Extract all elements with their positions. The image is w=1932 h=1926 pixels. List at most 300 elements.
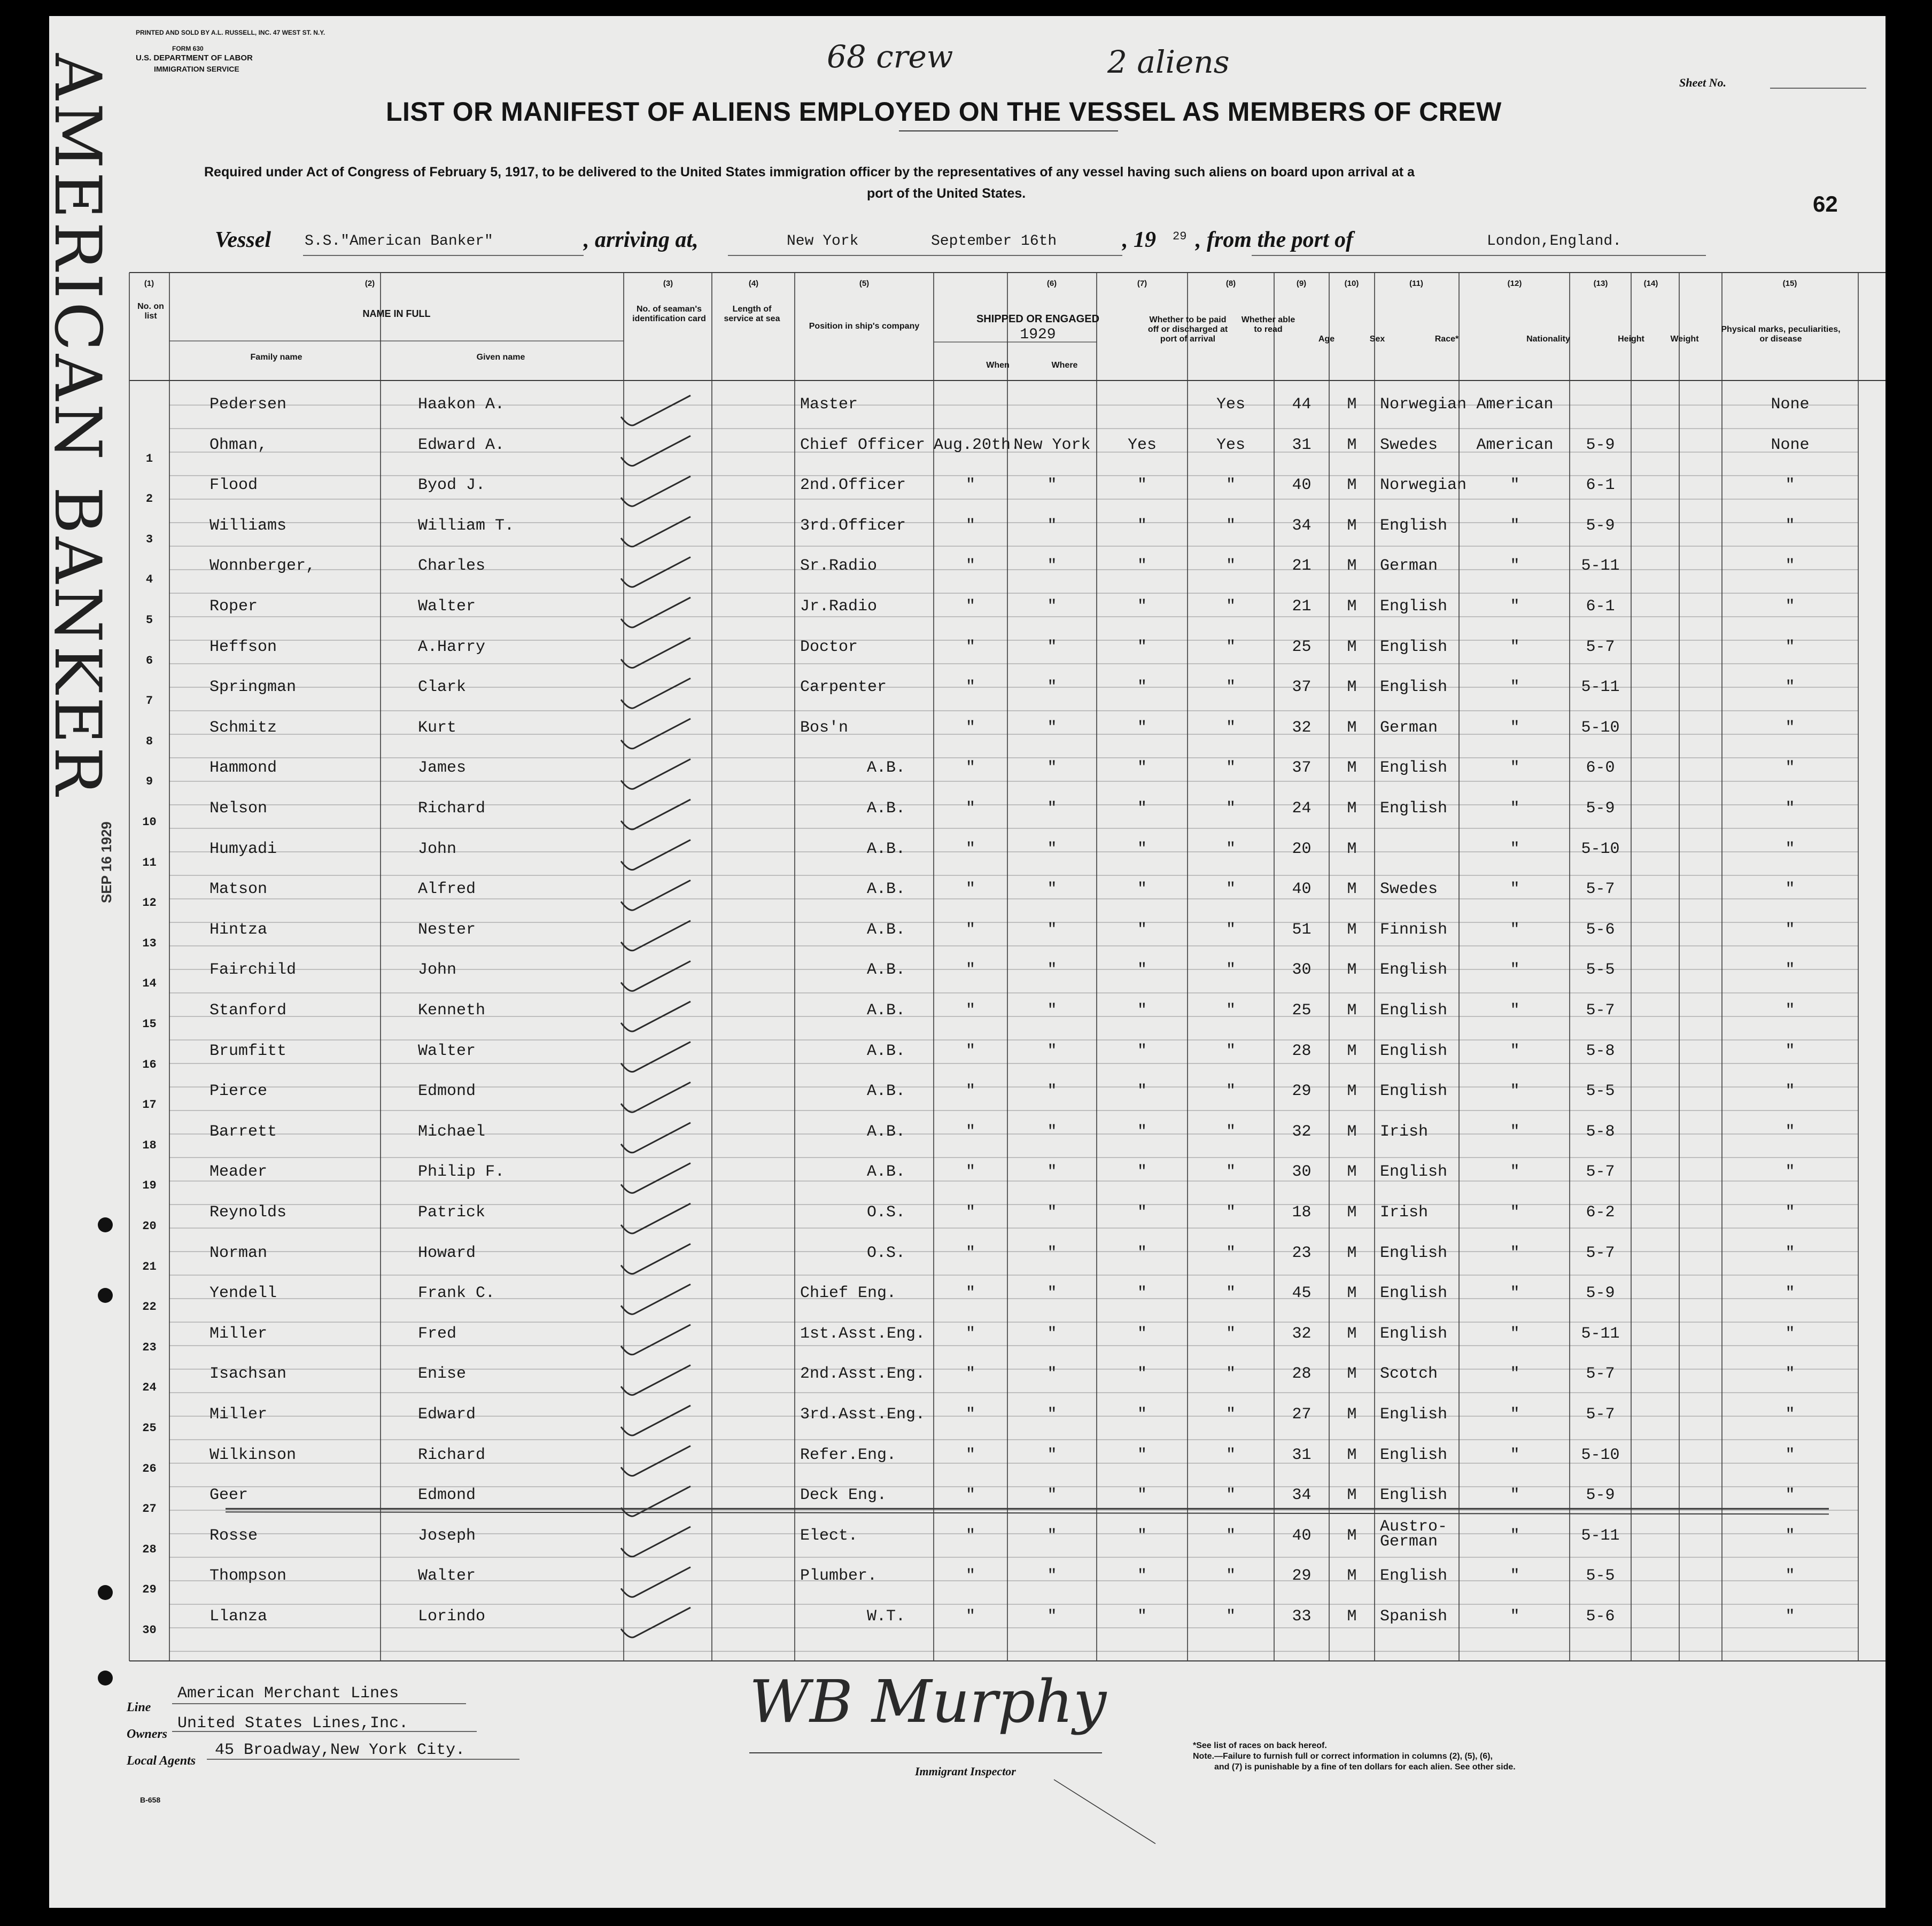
table-row bbox=[49, 390, 1886, 431]
shipped-where-cell: " bbox=[1047, 1446, 1057, 1464]
row-number: 4 bbox=[145, 573, 153, 587]
position-cell: 2nd.Asst.Eng. bbox=[800, 1365, 926, 1384]
sex-cell: M bbox=[1347, 436, 1357, 454]
row-number: 16 bbox=[142, 1058, 157, 1071]
position-cell: Jr.Radio bbox=[800, 597, 878, 616]
sex-cell: M bbox=[1347, 718, 1357, 737]
family-name-cell: Flood bbox=[210, 476, 258, 495]
header-id-card: No. of seaman's identification card bbox=[632, 305, 706, 323]
nationality-cell: " bbox=[1510, 1244, 1520, 1262]
age-cell: 32 bbox=[1292, 1324, 1312, 1343]
row-number: 27 bbox=[142, 1502, 157, 1516]
page-title: LIST OR MANIFEST OF ALIENS EMPLOYED ON THE VESSEL AS MEMBERS OF CREW bbox=[386, 97, 1502, 127]
given-name-cell: Lorindo bbox=[418, 1607, 486, 1626]
shipped-when-cell: " bbox=[965, 759, 975, 778]
table-row bbox=[49, 431, 1886, 471]
race-cell: Swedes bbox=[1380, 880, 1438, 899]
race-cell: Scotch bbox=[1380, 1365, 1438, 1384]
position-cell: Deck Eng. bbox=[800, 1486, 887, 1505]
age-cell: 30 bbox=[1292, 961, 1312, 980]
physical-marks-cell: " bbox=[1785, 557, 1795, 576]
nationality-cell: " bbox=[1510, 759, 1520, 778]
header-paid-off: Whether to be paid off or discharged at port of arrival bbox=[1147, 315, 1228, 344]
age-cell: 21 bbox=[1292, 557, 1312, 576]
shipped-where-cell: " bbox=[1047, 1244, 1057, 1262]
nationality-cell: " bbox=[1510, 1042, 1520, 1060]
physical-marks-cell: " bbox=[1785, 759, 1795, 778]
shipped-where-cell: " bbox=[1047, 1567, 1057, 1586]
shipped-when-cell: " bbox=[965, 1001, 975, 1020]
given-name-cell: Alfred bbox=[418, 880, 476, 899]
physical-marks-cell: " bbox=[1785, 799, 1795, 818]
physical-marks-cell: " bbox=[1785, 1324, 1795, 1343]
physical-marks-cell: " bbox=[1785, 1284, 1795, 1303]
sex-cell: M bbox=[1347, 476, 1357, 495]
table-row bbox=[49, 754, 1886, 794]
shipped-where-cell: " bbox=[1047, 920, 1057, 939]
height-cell: 5-9 bbox=[1586, 516, 1615, 535]
header-family-name: Family name bbox=[250, 353, 302, 362]
paid-off-cell: " bbox=[1137, 638, 1147, 656]
column-number: (10) bbox=[1344, 279, 1359, 288]
able-to-read-cell: " bbox=[1225, 718, 1236, 737]
shipped-when-cell: " bbox=[965, 557, 975, 576]
paid-off-cell: " bbox=[1137, 1324, 1147, 1343]
able-to-read-cell: " bbox=[1225, 1446, 1236, 1464]
physical-marks-cell: " bbox=[1785, 1405, 1795, 1424]
shipped-where-cell: " bbox=[1047, 1405, 1057, 1424]
shipped-where-cell: " bbox=[1047, 880, 1057, 899]
able-to-read-cell: " bbox=[1225, 840, 1236, 858]
race-cell: English bbox=[1380, 678, 1448, 697]
column-number: (2) bbox=[364, 279, 375, 288]
height-cell: 5-5 bbox=[1586, 961, 1615, 980]
paid-off-cell: " bbox=[1137, 597, 1147, 616]
position-cell: Elect. bbox=[800, 1526, 858, 1545]
header-where: Where bbox=[1051, 361, 1078, 370]
sex-cell: M bbox=[1347, 880, 1357, 899]
table-row bbox=[49, 471, 1886, 511]
footer-agents-label: Local Agents bbox=[127, 1754, 196, 1768]
able-to-read-cell: " bbox=[1225, 1122, 1236, 1141]
header-able-read: Whether able to read bbox=[1241, 315, 1295, 334]
header-name-in-full: NAME IN FULL bbox=[362, 308, 431, 319]
arrival-port: New York bbox=[787, 233, 859, 250]
race-cell: English bbox=[1380, 1284, 1448, 1303]
age-cell: 31 bbox=[1292, 436, 1312, 454]
shipped-when-cell: " bbox=[965, 1365, 975, 1384]
table-row bbox=[49, 1117, 1886, 1158]
family-name-cell: Heffson bbox=[210, 638, 277, 656]
column-number: (8) bbox=[1225, 279, 1236, 288]
shipped-where-cell: " bbox=[1047, 840, 1057, 858]
header-race: Race* bbox=[1434, 335, 1459, 344]
header-sex: Sex bbox=[1369, 335, 1385, 344]
shipped-when-cell: " bbox=[965, 597, 975, 616]
table-row bbox=[49, 713, 1886, 754]
able-to-read-cell: " bbox=[1225, 1284, 1236, 1303]
header-length-service: Length of service at sea bbox=[724, 305, 780, 323]
family-name-cell: Williams bbox=[210, 516, 287, 535]
shipped-where-cell: " bbox=[1047, 516, 1057, 535]
header-no-on-list: No. on list bbox=[137, 302, 164, 321]
race-cell: English bbox=[1380, 1324, 1448, 1343]
table-row bbox=[49, 794, 1886, 835]
row-number: 22 bbox=[142, 1300, 157, 1314]
given-name-cell: Frank C. bbox=[418, 1284, 495, 1303]
height-cell: 5-7 bbox=[1586, 638, 1615, 656]
nationality-cell: " bbox=[1510, 840, 1520, 858]
able-to-read-cell: Yes bbox=[1216, 395, 1245, 414]
inspector-signature: WB Murphy bbox=[749, 1667, 1107, 1736]
age-cell: 31 bbox=[1292, 1446, 1312, 1464]
header-height: Height bbox=[1618, 335, 1644, 344]
height-cell: 5-11 bbox=[1581, 1324, 1620, 1343]
row-number: 21 bbox=[142, 1260, 157, 1273]
given-name-cell: Haakon A. bbox=[418, 395, 505, 414]
nationality-cell: " bbox=[1510, 597, 1520, 616]
given-name-cell: Patrick bbox=[418, 1203, 486, 1222]
sex-cell: M bbox=[1347, 1082, 1357, 1101]
footer-line-value: American Merchant Lines bbox=[177, 1684, 399, 1703]
table-row bbox=[49, 552, 1886, 592]
height-cell: 5-10 bbox=[1581, 718, 1620, 737]
given-name-cell: James bbox=[418, 759, 467, 778]
age-cell: 32 bbox=[1292, 1122, 1312, 1141]
given-name-cell: Kurt bbox=[418, 718, 457, 737]
position-cell: A.B. bbox=[867, 840, 906, 858]
age-cell: 32 bbox=[1292, 718, 1312, 737]
height-cell: 5-9 bbox=[1586, 1486, 1615, 1505]
sex-cell: M bbox=[1347, 395, 1357, 414]
nationality-cell: " bbox=[1510, 718, 1520, 737]
age-cell: 44 bbox=[1292, 395, 1312, 414]
age-cell: 23 bbox=[1292, 1244, 1312, 1262]
note-races: *See list of races on back hereof. bbox=[1193, 1741, 1327, 1750]
height-cell: 5-9 bbox=[1586, 1284, 1615, 1303]
arrival-date: September 16th bbox=[931, 233, 1057, 250]
given-name-cell: Clark bbox=[418, 678, 467, 697]
physical-marks-cell: None bbox=[1771, 436, 1810, 454]
physical-marks-cell: " bbox=[1785, 961, 1795, 980]
table-row bbox=[49, 1198, 1886, 1239]
shipped-where-cell: " bbox=[1047, 799, 1057, 818]
table-row bbox=[49, 633, 1886, 673]
position-cell: A.B. bbox=[867, 880, 906, 899]
table-row bbox=[49, 1481, 1886, 1521]
family-name-cell: Geer bbox=[210, 1486, 249, 1505]
row-number: 11 bbox=[142, 856, 157, 869]
given-name-cell: Kenneth bbox=[418, 1001, 486, 1020]
shipped-when-cell: " bbox=[965, 920, 975, 939]
header-shipped: SHIPPED OR ENGAGED bbox=[976, 313, 1100, 325]
family-name-cell: Humyadi bbox=[210, 840, 277, 858]
nationality-cell: " bbox=[1510, 799, 1520, 818]
given-name-cell: Walter bbox=[418, 1042, 476, 1060]
sex-cell: M bbox=[1347, 1042, 1357, 1060]
nationality-cell: " bbox=[1510, 1405, 1520, 1424]
able-to-read-cell: " bbox=[1225, 1365, 1236, 1384]
form-code: B-658 bbox=[140, 1796, 161, 1804]
footer-owners-value: United States Lines,Inc. bbox=[177, 1714, 409, 1733]
physical-marks-cell: None bbox=[1771, 395, 1810, 414]
given-name-cell: Nester bbox=[418, 920, 476, 939]
able-to-read-cell: " bbox=[1225, 759, 1236, 778]
race-cell: English bbox=[1380, 1163, 1448, 1182]
position-cell: O.S. bbox=[867, 1244, 906, 1262]
age-cell: 25 bbox=[1292, 1001, 1312, 1020]
table-row bbox=[49, 511, 1886, 552]
nationality-cell: " bbox=[1510, 638, 1520, 656]
physical-marks-cell: " bbox=[1785, 1244, 1795, 1262]
nationality-cell: American bbox=[1476, 395, 1554, 414]
physical-marks-cell: " bbox=[1785, 1001, 1795, 1020]
shipped-when-cell: " bbox=[965, 880, 975, 899]
position-cell: Master bbox=[800, 395, 858, 414]
paid-off-cell: " bbox=[1137, 557, 1147, 576]
nationality-cell: " bbox=[1510, 1203, 1520, 1222]
nationality-cell: " bbox=[1510, 920, 1520, 939]
column-number: (14) bbox=[1643, 279, 1658, 288]
nationality-cell: American bbox=[1476, 436, 1554, 454]
sex-cell: M bbox=[1347, 1526, 1357, 1545]
table-row bbox=[49, 835, 1886, 875]
shipped-when-cell: " bbox=[965, 1203, 975, 1222]
date-stamp: SEP 16 1929 bbox=[98, 821, 114, 903]
table-row bbox=[49, 1279, 1886, 1319]
nationality-cell: " bbox=[1510, 1324, 1520, 1343]
year-prefix: , 19 bbox=[1122, 228, 1156, 252]
race-cell: English bbox=[1380, 1446, 1448, 1464]
race-cell: English bbox=[1380, 1244, 1448, 1262]
shipped-when-cell: " bbox=[965, 476, 975, 495]
sex-cell: M bbox=[1347, 1203, 1357, 1222]
height-cell: 5-7 bbox=[1586, 1405, 1615, 1424]
physical-marks-cell: " bbox=[1785, 1446, 1795, 1464]
row-number: 8 bbox=[145, 734, 153, 748]
physical-marks-cell: " bbox=[1785, 1042, 1795, 1060]
shipped-when-cell: " bbox=[965, 1405, 975, 1424]
header-position: Position in ship's company bbox=[809, 322, 920, 331]
sex-cell: M bbox=[1347, 1607, 1357, 1626]
family-name-cell: Wilkinson bbox=[210, 1446, 297, 1464]
position-cell: 3rd.Asst.Eng. bbox=[800, 1405, 926, 1424]
paid-off-cell: Yes bbox=[1127, 436, 1157, 454]
row-number: 9 bbox=[145, 775, 153, 789]
race-cell: English bbox=[1380, 1001, 1448, 1020]
age-cell: 29 bbox=[1292, 1082, 1312, 1101]
page-number: 62 bbox=[1813, 191, 1838, 216]
family-name-cell: Hintza bbox=[210, 920, 268, 939]
given-name-cell: Howard bbox=[418, 1244, 476, 1262]
able-to-read-cell: " bbox=[1225, 1324, 1236, 1343]
age-cell: 40 bbox=[1292, 880, 1312, 899]
paid-off-cell: " bbox=[1137, 1203, 1147, 1222]
age-cell: 21 bbox=[1292, 597, 1312, 616]
nationality-cell: " bbox=[1510, 678, 1520, 697]
shipped-where-cell: " bbox=[1047, 1203, 1057, 1222]
shipped-when-cell: " bbox=[965, 678, 975, 697]
signature-stroke bbox=[1054, 1780, 1155, 1844]
position-cell: Chief Officer bbox=[800, 436, 926, 454]
age-cell: 18 bbox=[1292, 1203, 1312, 1222]
race-cell: English bbox=[1380, 516, 1448, 535]
position-cell: 3rd.Officer bbox=[800, 516, 906, 535]
given-name-cell: Enise bbox=[418, 1365, 467, 1384]
shipped-where-cell: " bbox=[1047, 759, 1057, 778]
nationality-cell: " bbox=[1510, 1607, 1520, 1626]
column-number: (13) bbox=[1593, 279, 1608, 288]
shipped-where-cell: " bbox=[1047, 1042, 1057, 1060]
able-to-read-cell: " bbox=[1225, 1486, 1236, 1505]
table-row bbox=[49, 1400, 1886, 1441]
race-cell: German bbox=[1380, 557, 1438, 576]
position-cell: A.B. bbox=[867, 961, 906, 980]
shipped-when-cell: " bbox=[965, 1284, 975, 1303]
shipped-where-cell: " bbox=[1047, 1163, 1057, 1182]
family-name-cell: Yendell bbox=[210, 1284, 277, 1303]
note-failure-1: Note.—Failure to furnish full or correct information in columns (2), (5), (6), bbox=[1193, 1752, 1493, 1761]
sex-cell: M bbox=[1347, 1405, 1357, 1424]
shipped-where-cell: " bbox=[1047, 678, 1057, 697]
given-name-cell: John bbox=[418, 840, 457, 858]
physical-marks-cell: " bbox=[1785, 1567, 1795, 1586]
able-to-read-cell: " bbox=[1225, 1405, 1236, 1424]
table-row bbox=[49, 1441, 1886, 1481]
position-cell: Refer.Eng. bbox=[800, 1446, 897, 1464]
able-to-read-cell: " bbox=[1225, 1567, 1236, 1586]
age-cell: 37 bbox=[1292, 759, 1312, 778]
able-to-read-cell: Yes bbox=[1216, 436, 1245, 454]
position-cell: Doctor bbox=[800, 638, 858, 656]
row-number: 2 bbox=[145, 492, 153, 506]
race-cell: Irish bbox=[1380, 1122, 1429, 1141]
row-number: 3 bbox=[145, 532, 153, 546]
family-name-cell: Pedersen bbox=[210, 395, 287, 414]
able-to-read-cell: " bbox=[1225, 476, 1236, 495]
height-cell: 5-10 bbox=[1581, 1446, 1620, 1464]
vessel-name: S.S."American Banker" bbox=[305, 233, 493, 250]
row-number: 7 bbox=[145, 694, 153, 708]
sex-cell: M bbox=[1347, 1324, 1357, 1343]
row-number: 6 bbox=[145, 654, 153, 667]
race-cell: Austro-German bbox=[1380, 1517, 1448, 1551]
physical-marks-cell: " bbox=[1785, 1526, 1795, 1545]
punch-hole-icon bbox=[98, 1671, 113, 1686]
physical-marks-cell: " bbox=[1785, 1486, 1795, 1505]
sex-cell: M bbox=[1347, 516, 1357, 535]
physical-marks-cell: " bbox=[1785, 1163, 1795, 1182]
footer-line-label: Line bbox=[127, 1700, 151, 1714]
paid-off-cell: " bbox=[1137, 678, 1147, 697]
physical-marks-cell: " bbox=[1785, 920, 1795, 939]
nationality-cell: " bbox=[1510, 1446, 1520, 1464]
header-age: Age bbox=[1318, 335, 1335, 344]
family-name-cell: Meader bbox=[210, 1163, 268, 1182]
sex-cell: M bbox=[1347, 1284, 1357, 1303]
footer-owners-label: Owners bbox=[127, 1727, 168, 1741]
sex-cell: M bbox=[1347, 1244, 1357, 1262]
paid-off-cell: " bbox=[1137, 759, 1147, 778]
sex-cell: M bbox=[1347, 759, 1357, 778]
row-number: 24 bbox=[142, 1381, 157, 1395]
shipped-where-cell: " bbox=[1047, 1526, 1057, 1545]
able-to-read-cell: " bbox=[1225, 557, 1236, 576]
given-name-cell: Walter bbox=[418, 1567, 476, 1586]
height-cell: 5-7 bbox=[1586, 1163, 1615, 1182]
nationality-cell: " bbox=[1510, 557, 1520, 576]
height-cell: 5-7 bbox=[1586, 1244, 1615, 1262]
shipped-where-cell: New York bbox=[1013, 436, 1091, 454]
height-cell: 5-6 bbox=[1586, 920, 1615, 939]
able-to-read-cell: " bbox=[1225, 597, 1236, 616]
column-number: (15) bbox=[1782, 279, 1797, 288]
row-number: 12 bbox=[142, 896, 157, 910]
physical-marks-cell: " bbox=[1785, 516, 1795, 535]
header-shipped-year: 1929 bbox=[1020, 327, 1056, 343]
family-name-cell: Stanford bbox=[210, 1001, 287, 1020]
height-cell: 5-7 bbox=[1586, 880, 1615, 899]
note-failure-2: and (7) is punishable by a fine of ten dollars for each alien. See other side. bbox=[1214, 1762, 1516, 1772]
physical-marks-cell: " bbox=[1785, 1607, 1795, 1626]
nationality-cell: " bbox=[1510, 1284, 1520, 1303]
age-cell: 20 bbox=[1292, 840, 1312, 858]
race-cell: English bbox=[1380, 1082, 1448, 1101]
from-port-label: , from the port of bbox=[1196, 228, 1354, 252]
height-cell: 5-5 bbox=[1586, 1567, 1615, 1586]
row-number: 28 bbox=[142, 1542, 157, 1556]
position-cell: A.B. bbox=[867, 799, 906, 818]
shipped-when-cell: " bbox=[965, 638, 975, 656]
height-cell: 6-0 bbox=[1586, 759, 1615, 778]
subtitle-line-1: Required under Act of Congress of February 5, 1917, to be delivered to the United States immigration officer by the representatives of any vessel having such aliens on board upon arrival at a bbox=[204, 165, 1415, 180]
race-cell: English bbox=[1380, 1486, 1448, 1505]
family-name-cell: Springman bbox=[210, 678, 297, 697]
paid-off-cell: " bbox=[1137, 1567, 1147, 1586]
race-cell: English bbox=[1380, 1567, 1448, 1586]
race-cell: Swedes bbox=[1380, 436, 1438, 454]
departure-port: London,England. bbox=[1487, 233, 1622, 250]
shipped-when-cell: " bbox=[965, 1082, 975, 1101]
table-row bbox=[49, 915, 1886, 956]
age-cell: 30 bbox=[1292, 1163, 1312, 1182]
able-to-read-cell: " bbox=[1225, 1607, 1236, 1626]
family-name-cell: Roper bbox=[210, 597, 258, 616]
race-cell: Norwegian bbox=[1380, 395, 1467, 414]
family-name-cell: Pierce bbox=[210, 1082, 268, 1101]
age-cell: 37 bbox=[1292, 678, 1312, 697]
position-cell: 1st.Asst.Eng. bbox=[800, 1324, 926, 1343]
shipped-where-cell: " bbox=[1047, 638, 1057, 656]
sex-cell: M bbox=[1347, 961, 1357, 980]
age-cell: 51 bbox=[1292, 920, 1312, 939]
column-number: (6) bbox=[1046, 279, 1057, 288]
age-cell: 25 bbox=[1292, 638, 1312, 656]
family-name-cell: Barrett bbox=[210, 1122, 277, 1141]
paid-off-cell: " bbox=[1137, 1526, 1147, 1545]
shipped-when-cell: " bbox=[965, 1446, 975, 1464]
sex-cell: M bbox=[1347, 597, 1357, 616]
shipped-when-cell: " bbox=[965, 961, 975, 980]
able-to-read-cell: " bbox=[1225, 961, 1236, 980]
shipped-when-cell: Aug.20th. bbox=[934, 436, 1021, 454]
given-name-cell: William T. bbox=[418, 516, 515, 535]
height-cell: 5-6 bbox=[1586, 1607, 1615, 1626]
row-number: 15 bbox=[142, 1018, 157, 1031]
height-cell: 5-5 bbox=[1586, 1082, 1615, 1101]
shipped-when-cell: " bbox=[965, 1486, 975, 1505]
physical-marks-cell: " bbox=[1785, 840, 1795, 858]
